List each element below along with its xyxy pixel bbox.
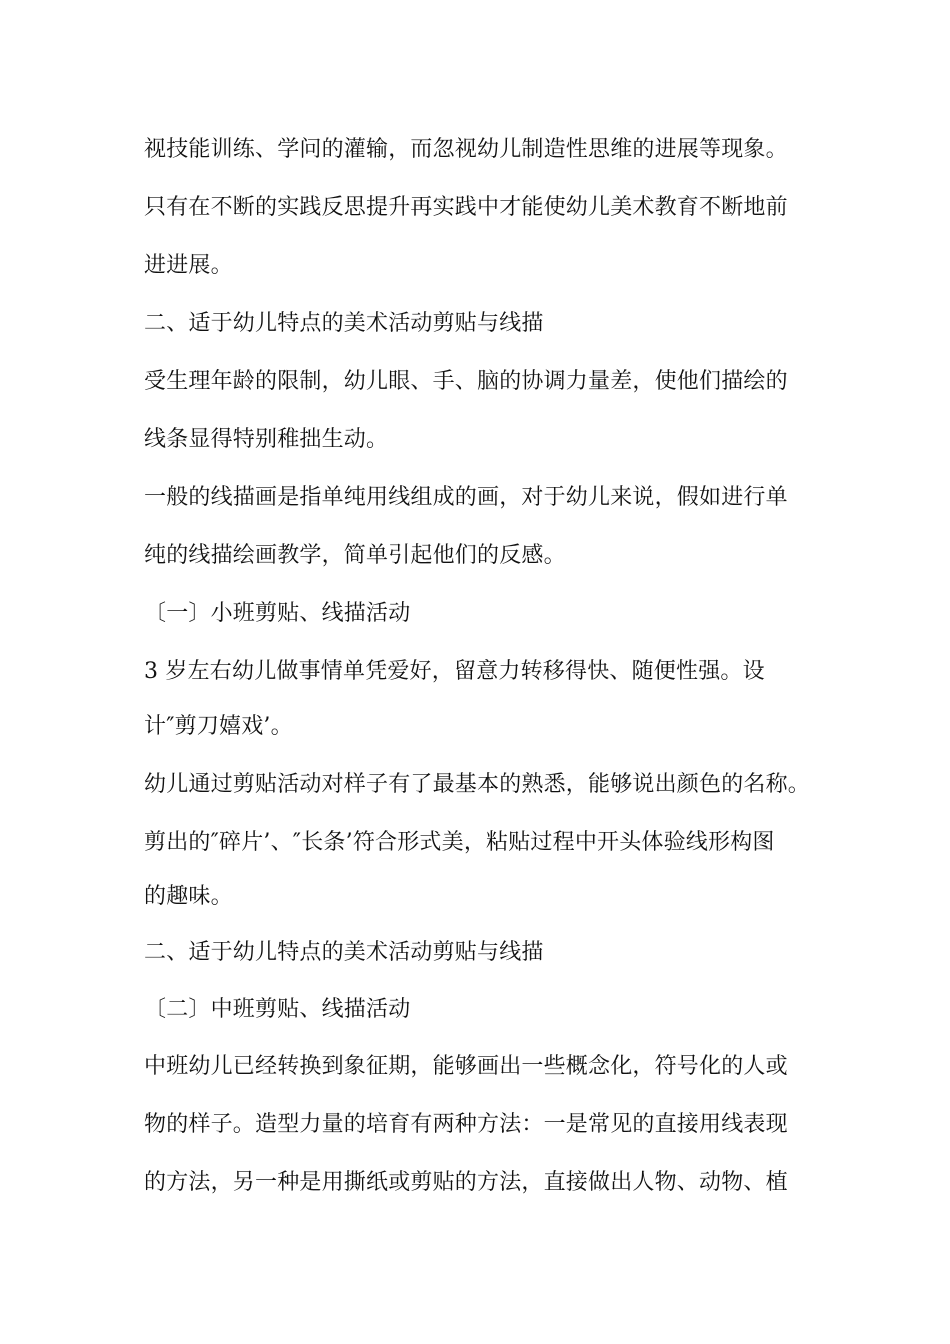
text-line: 一般的线描画是指单纯用线组成的画，对于幼儿来说，假如进行单: [144, 485, 788, 510]
text-line: 剪出的″碎片’、″长条’符合形式美，粘贴过程中开头体验线形构图: [144, 830, 775, 855]
text-line: 的方法，另一种是用撕纸或剪贴的方法，直接做出人物、动物、植: [144, 1170, 788, 1195]
text-line: 只有在不断的实践反思提升再实践中才能使幼儿美术教育不断地前: [144, 195, 788, 220]
text-line: 3 岁左右幼儿做事情单凭爱好，留意力转移得快、随便性强。设: [144, 659, 765, 684]
text-line: 进进展。: [144, 253, 233, 278]
text-line: 幼儿通过剪贴活动对样子有了最基本的熟悉，能够说出颜色的名称。: [144, 772, 811, 797]
text-line: 视技能训练、学问的灌输，而忽视幼儿制造性思维的进展等现象。: [144, 137, 788, 162]
text-line: 的趣味。: [144, 884, 233, 909]
text-line: 纯的线描绘画教学，简单引起他们的反感。: [144, 543, 566, 568]
section-heading: 二、适于幼儿特点的美术活动剪贴与线描: [144, 940, 544, 965]
text-line: 中班幼儿已经转换到象征期，能够画出一些概念化，符号化的人或: [144, 1054, 788, 1079]
section-heading: 二、适于幼儿特点的美术活动剪贴与线描: [144, 311, 544, 336]
text-line: 物的样子。造型力量的培育有两种方法：一是常见的直接用线表现: [144, 1112, 788, 1137]
subsection-heading: 〔一〕小班剪贴、线描活动: [144, 601, 411, 626]
text-line: 计″剪刀嬉戏’。: [144, 714, 293, 739]
subsection-heading: 〔二〕中班剪贴、线描活动: [144, 997, 411, 1022]
text-line: 线条显得特别稚拙生动。: [144, 427, 389, 452]
text-line: 受生理年龄的限制，幼儿眼、手、脑的协调力量差，使他们描绘的: [144, 369, 788, 394]
